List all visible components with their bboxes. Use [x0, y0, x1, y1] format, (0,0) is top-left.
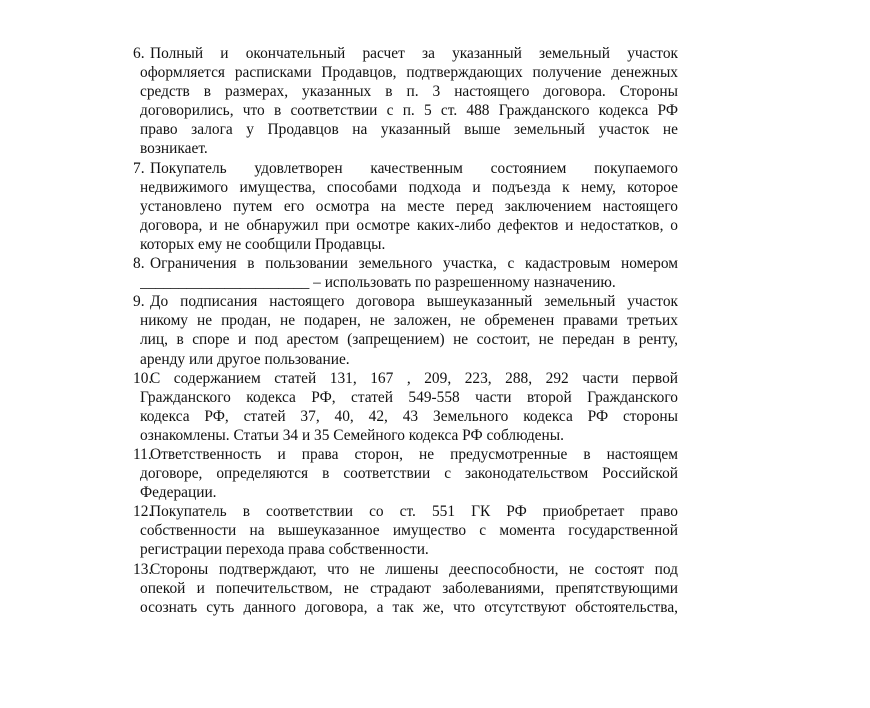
clause-line [133, 445, 678, 464]
clause-text: лиц, в споре и под арестом (запрещением) не состоит, не передан в ренту, [140, 331, 678, 349]
clause-number: 8. [133, 255, 145, 273]
clause-text: опекой и попечительством, не страдают заболеваниями, препятствующими [140, 579, 678, 597]
clause-line [133, 216, 678, 235]
clause-line [133, 388, 678, 407]
clause-line [133, 330, 678, 349]
clause-line [133, 407, 678, 426]
clause-line [133, 292, 678, 311]
contract-clause [133, 44, 678, 159]
clause-line [133, 197, 678, 216]
clause-text: право залога у Продавцов на указанный выше земельный участок не [140, 121, 678, 139]
clause-line [133, 350, 678, 369]
clause-text: Федерации. [140, 484, 217, 502]
clause-text: ознакомлены. Статьи 34 и 35 Семейного кодекса РФ соблюдены. [140, 426, 564, 444]
contract-clause [133, 502, 678, 559]
clause-line [133, 159, 678, 178]
clause-text: Покупатель удовлетворен качественным состоянием покупаемого [150, 159, 678, 177]
clause-text: Гражданского кодекса РФ, статей 549-558 части второй Гражданского [140, 388, 678, 406]
contract-clause [133, 445, 678, 502]
clause-line [133, 426, 678, 445]
clause-number: 7. [133, 159, 145, 177]
contract-clause [133, 159, 678, 254]
clause-line [133, 502, 678, 521]
clause-line [133, 178, 678, 197]
clause-number: 12. [133, 503, 153, 521]
clause-line [133, 483, 678, 502]
clause-text: ______________________ – использовать по разрешенному назначению. [140, 274, 616, 292]
clause-text: которых ему не сообщили Продавцы. [140, 235, 386, 253]
clause-line [133, 464, 678, 483]
contract-clause [133, 560, 678, 617]
clause-text: собственности на вышеуказанное имущество с момента государственной [140, 522, 678, 540]
clause-line [133, 235, 678, 254]
clause-line [133, 254, 678, 273]
clause-line [133, 540, 678, 559]
clause-text: недвижимого имущества, способами подхода и подъезда к нему, которое [140, 178, 678, 196]
contract-clause [133, 369, 678, 445]
contract-document [133, 44, 678, 617]
clause-line [133, 579, 678, 598]
clause-line [133, 521, 678, 540]
clause-number: 6. [133, 45, 145, 62]
clause-line [133, 369, 678, 388]
contract-clause [133, 254, 678, 292]
clause-number: 9. [133, 293, 145, 311]
clause-line [133, 63, 678, 82]
clause-text: договоре, определяются в соответствии с законодательством Российской [140, 465, 678, 483]
clause-number: 10. [133, 369, 153, 387]
clause-text: регистрации перехода права собственности. [140, 541, 429, 559]
clause-line [133, 139, 678, 158]
clause-text: оформляется расписками Продавцов, подтверждающих получение денежных [140, 64, 678, 82]
clause-text: договора, и не обнаружил при осмотре каких-либо дефектов и недостатков, о [140, 216, 678, 234]
clause-line [133, 598, 678, 617]
clause-text: средств в размерах, указанных в п. 3 настоящего договора. Стороны [140, 83, 678, 101]
clause-text: установлено путем его осмотра на месте перед заключением настоящего [140, 197, 678, 215]
clause-text: Стороны подтверждают, что не лишены дееспособности, не состоят под [150, 560, 678, 578]
clause-text: возникает. [140, 140, 208, 158]
clause-text: Ограничения в пользовании земельного участка, с кадастровым номером [150, 255, 678, 273]
clause-line [133, 120, 678, 139]
clause-text: никому не продан, не подарен, не заложен, не обременен правами третьих [140, 312, 678, 330]
clause-line [133, 101, 678, 120]
clause-text: С содержанием статей 131, 167 , 209, 223, 288, 292 части первой [150, 369, 678, 387]
clause-text: Покупатель в соответствии со ст. 551 ГК РФ приобретает право [150, 503, 678, 521]
clause-line [133, 44, 678, 63]
clause-text: кодекса РФ, статей 37, 40, 42, 43 Земельного кодекса РФ стороны [140, 407, 678, 425]
clause-text: Полный и окончательный расчет за указанный земельный участок [150, 45, 678, 62]
clause-line [133, 82, 678, 101]
clause-line [133, 560, 678, 579]
clause-number: 13. [133, 560, 153, 578]
contract-clause [133, 292, 678, 368]
clause-number: 11. [133, 445, 152, 463]
clause-text: договорились, что в соответствии с п. 5 ст. 488 Гражданского кодекса РФ [140, 102, 678, 120]
clause-line [133, 311, 678, 330]
clause-text: До подписания настоящего договора вышеуказанный земельный участок [150, 293, 678, 311]
clause-text: аренду или другое пользование. [140, 350, 350, 368]
clause-text: осознать суть данного договора, а так же, что отсутствуют обстоятельства, [140, 598, 678, 616]
clause-text: Ответственность и права сторон, не предусмотренные в настоящем [150, 445, 678, 463]
clause-line [133, 273, 678, 292]
